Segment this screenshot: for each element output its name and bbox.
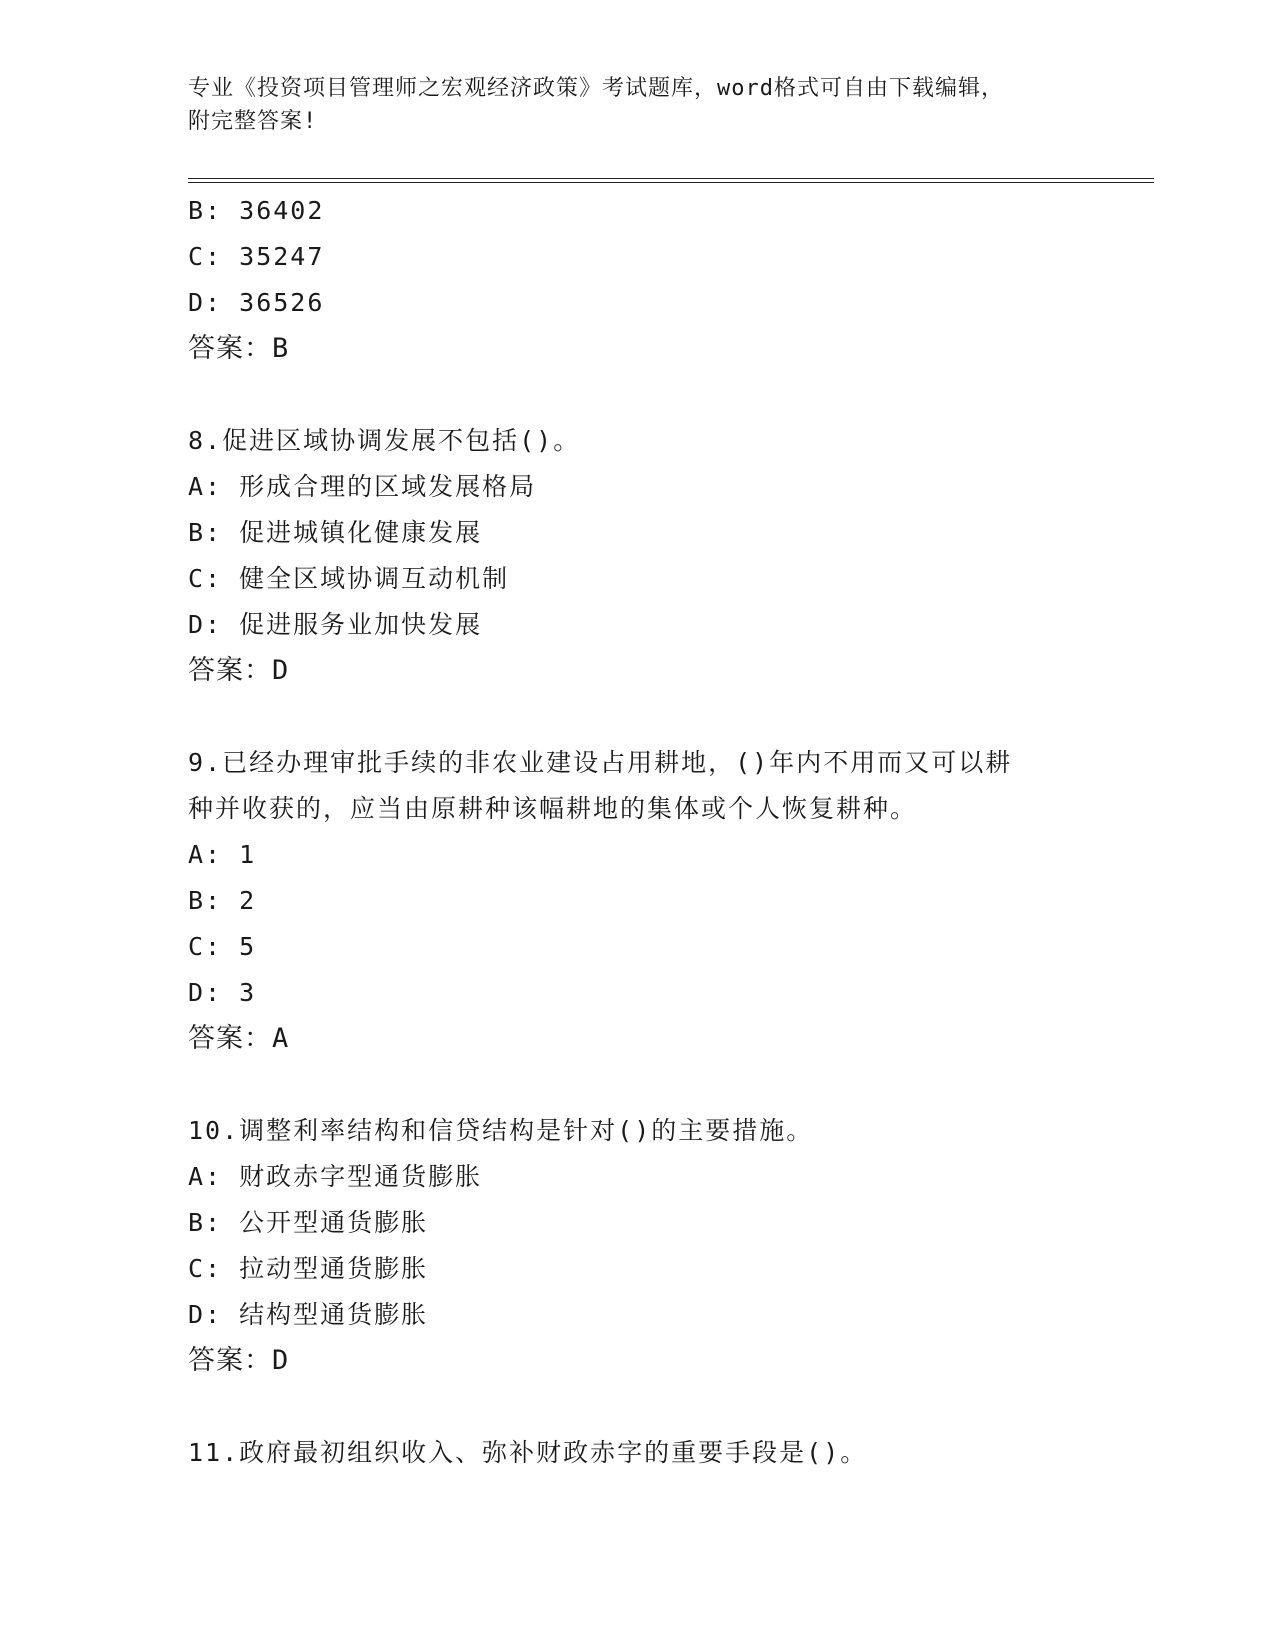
option-c: C: 拉动型通货膨胀: [188, 1254, 429, 1283]
option-d: D: 3: [188, 978, 257, 1007]
question-stem-line-2: 种并收获的，应当由原耕种该幅耕地的集体或个人恢复耕种。: [188, 794, 918, 823]
option-d: D: 36526: [188, 288, 325, 317]
option-b: B: 36402: [188, 196, 325, 225]
question-stem-line-1: 9.已经办理审批手续的非农业建设占用耕地，()年内不用而又可以耕: [188, 748, 1013, 777]
option-c: C: 5: [188, 932, 257, 961]
question-stem: 8.促进区域协调发展不包括()。: [188, 426, 581, 455]
question-9: [188, 740, 1088, 1062]
option-a: A: 形成合理的区域发展格局: [188, 472, 537, 501]
option-c: C: 健全区域协调互动机制: [188, 564, 510, 593]
question-stem: 10.调整利率结构和信贷结构是针对()的主要措施。: [188, 1116, 814, 1145]
option-d: D: 促进服务业加快发展: [188, 610, 483, 639]
option-a: A: 1: [188, 840, 257, 869]
option-b: B: 2: [188, 886, 257, 915]
header-divider: [188, 178, 1154, 183]
spacer: [188, 694, 1088, 740]
option-a: A: 财政赤字型通货膨胀: [188, 1162, 483, 1191]
answer-line: 答案：A: [188, 1023, 290, 1054]
option-b: B: 公开型通货膨胀: [188, 1208, 429, 1237]
question-10: [188, 1108, 1088, 1384]
answer-line: 答案：D: [188, 655, 290, 686]
question-7-continued: [188, 188, 1088, 372]
page-header: [188, 72, 1068, 138]
option-d: D: 结构型通货膨胀: [188, 1300, 429, 1329]
spacer: [188, 1384, 1088, 1430]
header-line-1: 专业《投资项目管理师之宏观经济政策》考试题库，word格式可自由下载编辑，: [188, 76, 1004, 101]
spacer: [188, 1062, 1088, 1108]
document-body: [188, 188, 1088, 1476]
question-8: [188, 418, 1088, 694]
question-11: [188, 1430, 1088, 1476]
spacer: [188, 372, 1088, 418]
answer-line: 答案：D: [188, 1345, 290, 1376]
option-b: B: 促进城镇化健康发展: [188, 518, 483, 547]
option-c: C: 35247: [188, 242, 325, 271]
header-line-2: 附完整答案!: [188, 109, 318, 134]
question-stem: 11.政府最初组织收入、弥补财政赤字的重要手段是()。: [188, 1438, 868, 1467]
answer-line: 答案：B: [188, 333, 290, 364]
